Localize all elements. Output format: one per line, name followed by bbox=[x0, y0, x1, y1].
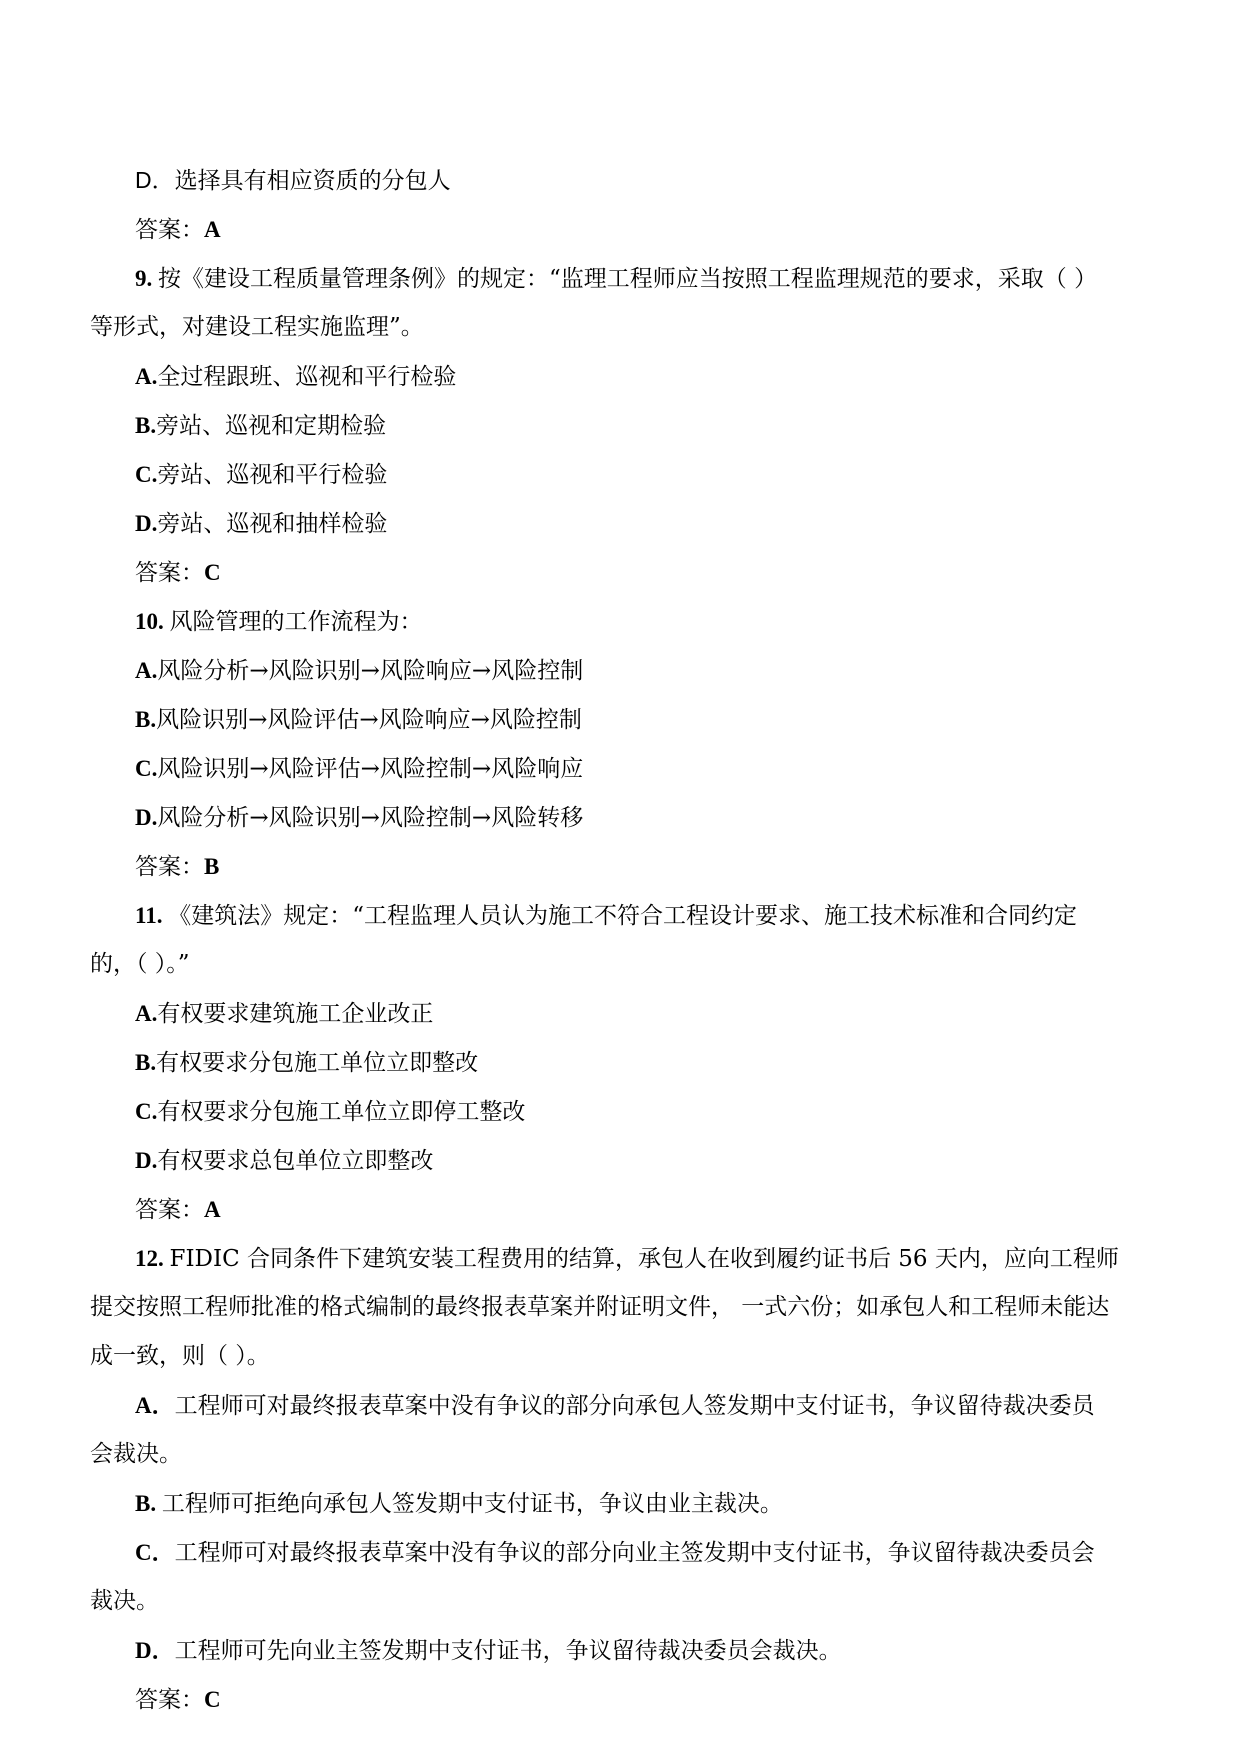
question-text: 的，（ ）。” bbox=[90, 951, 190, 977]
option-label: C. bbox=[135, 462, 158, 487]
question-9-line-1 bbox=[90, 262, 1151, 311]
option-label: A. bbox=[135, 364, 158, 389]
option-label: D． bbox=[135, 167, 175, 193]
question-9-option-d bbox=[90, 507, 1151, 556]
option-label: C. bbox=[135, 756, 158, 781]
question-9-line-2 bbox=[90, 311, 1151, 360]
answer-value: C bbox=[204, 560, 221, 585]
answer-value: C bbox=[204, 1687, 221, 1712]
option-text: 全过程跟班、巡视和平行检验 bbox=[157, 364, 457, 390]
answer-label: 答案： bbox=[135, 854, 204, 880]
question-9-option-a bbox=[90, 360, 1151, 409]
question-text: 提交按照工程师批准的格式编制的最终报表草案并附证明文件， 一式六份；如承包人和工程师未能达 bbox=[90, 1294, 1110, 1320]
question-9-option-c bbox=[90, 458, 1151, 507]
option-label: C． bbox=[135, 1540, 175, 1565]
question-12-option-c-line-1 bbox=[90, 1536, 1151, 1585]
question-10-option-c bbox=[90, 752, 1151, 801]
option-text: 工程师可拒绝向承包人签发期中支付证书，争议由业主裁决。 bbox=[161, 1491, 783, 1517]
option-label: B. bbox=[135, 707, 157, 732]
answer-label: 答案： bbox=[135, 1687, 204, 1713]
answer-label: 答案： bbox=[135, 1197, 204, 1223]
question-11-option-c bbox=[90, 1095, 1151, 1144]
question-11-line-2 bbox=[90, 948, 1151, 997]
question-12-option-b bbox=[90, 1487, 1151, 1536]
option-text: 有权要求建筑施工企业改正 bbox=[157, 1001, 434, 1027]
option-text: 选择具有相应资质的分包人 bbox=[174, 168, 451, 194]
question-12-option-a-line-2 bbox=[90, 1438, 1151, 1487]
question-text: 按《建设工程质量管理条例》的规定：“监理工程师应当按照工程监理规范的要求，采取（ ） bbox=[158, 266, 1098, 292]
question-number: 12. bbox=[135, 1246, 170, 1271]
option-text: 有权要求分包施工单位立即停工整改 bbox=[157, 1099, 526, 1125]
option-text: 工程师可先向业主签发期中支付证书，争议留待裁决委员会裁决。 bbox=[174, 1638, 842, 1664]
option-text: 工程师可对最终报表草案中没有争议的部分向承包人签发期中支付证书，争议留待裁决委员 bbox=[174, 1393, 1095, 1419]
option-text: 裁决。 bbox=[90, 1588, 159, 1614]
question-11-option-d bbox=[90, 1144, 1151, 1193]
option-label: A. bbox=[135, 658, 158, 683]
question-text: 成一致，则（ ）。 bbox=[90, 1343, 270, 1369]
answer-8 bbox=[90, 213, 1151, 262]
option-label: B. bbox=[135, 413, 157, 438]
question-text: 风险管理的工作流程为： bbox=[169, 609, 423, 635]
answer-label: 答案： bbox=[135, 560, 204, 586]
question-text: 等形式，对建设工程实施监理”。 bbox=[90, 314, 424, 340]
answer-11 bbox=[90, 1193, 1151, 1242]
option-text: 旁站、巡视和抽样检验 bbox=[157, 511, 388, 537]
question-11-option-b bbox=[90, 1046, 1151, 1095]
option-text: 工程师可对最终报表草案中没有争议的部分向业主签发期中支付证书，争议留待裁决委员会 bbox=[174, 1540, 1095, 1566]
question-12-line-1 bbox=[90, 1242, 1151, 1291]
question-9-option-b bbox=[90, 409, 1151, 458]
answer-10 bbox=[90, 850, 1151, 899]
option-label: B. bbox=[135, 1050, 157, 1075]
question-number: 10. bbox=[135, 609, 170, 634]
option-label: A. bbox=[135, 1001, 158, 1026]
answer-9 bbox=[90, 556, 1151, 605]
question-11-option-a bbox=[90, 997, 1151, 1046]
question-10-line-1 bbox=[90, 605, 1151, 654]
question-11-line-1 bbox=[90, 899, 1151, 948]
question-10-option-d bbox=[90, 801, 1151, 850]
question-12-option-d bbox=[90, 1634, 1151, 1683]
option-text: 旁站、巡视和平行检验 bbox=[157, 462, 388, 488]
question-12-line-2 bbox=[90, 1291, 1151, 1340]
answer-label: 答案： bbox=[135, 217, 204, 243]
question-number: 9. bbox=[135, 266, 158, 291]
answer-value: A bbox=[204, 217, 221, 242]
question-text: 《建筑法》规定：“工程监理人员认为施工不符合工程设计要求、施工技术标准和合同约定 bbox=[168, 903, 1077, 929]
option-label: A． bbox=[135, 1393, 175, 1418]
question-12-option-c-line-2 bbox=[90, 1585, 1151, 1634]
option-label: D. bbox=[135, 511, 158, 536]
answer-value: B bbox=[204, 854, 220, 879]
option-text: 风险分析→风险识别→风险响应→风险控制 bbox=[157, 658, 584, 684]
question-10-option-a bbox=[90, 654, 1151, 703]
option-d-previous bbox=[90, 164, 1151, 213]
option-label: D. bbox=[135, 805, 158, 830]
question-number: 11. bbox=[135, 903, 169, 928]
option-text: 风险识别→风险评估→风险控制→风险响应 bbox=[157, 756, 584, 782]
option-label: C. bbox=[135, 1099, 158, 1124]
answer-value: A bbox=[204, 1197, 221, 1222]
option-text: 旁站、巡视和定期检验 bbox=[156, 413, 387, 439]
option-label: D. bbox=[135, 1148, 158, 1173]
answer-12 bbox=[90, 1683, 1151, 1732]
question-12-line-3 bbox=[90, 1340, 1151, 1389]
question-10-option-b bbox=[90, 703, 1151, 752]
question-12-option-a-line-1 bbox=[90, 1389, 1151, 1438]
option-label: D． bbox=[135, 1638, 175, 1663]
option-text: 有权要求总包单位立即整改 bbox=[157, 1148, 434, 1174]
option-text: 风险分析→风险识别→风险控制→风险转移 bbox=[157, 805, 584, 831]
option-text: 有权要求分包施工单位立即整改 bbox=[156, 1050, 479, 1076]
question-text: FIDIC 合同条件下建筑安装工程费用的结算，承包人在收到履约证书后 56 天内，应向工程师 bbox=[169, 1246, 1119, 1272]
option-text: 会裁决。 bbox=[90, 1441, 182, 1467]
option-text: 风险识别→风险评估→风险响应→风险控制 bbox=[156, 707, 582, 733]
option-label: B. bbox=[135, 1491, 162, 1516]
